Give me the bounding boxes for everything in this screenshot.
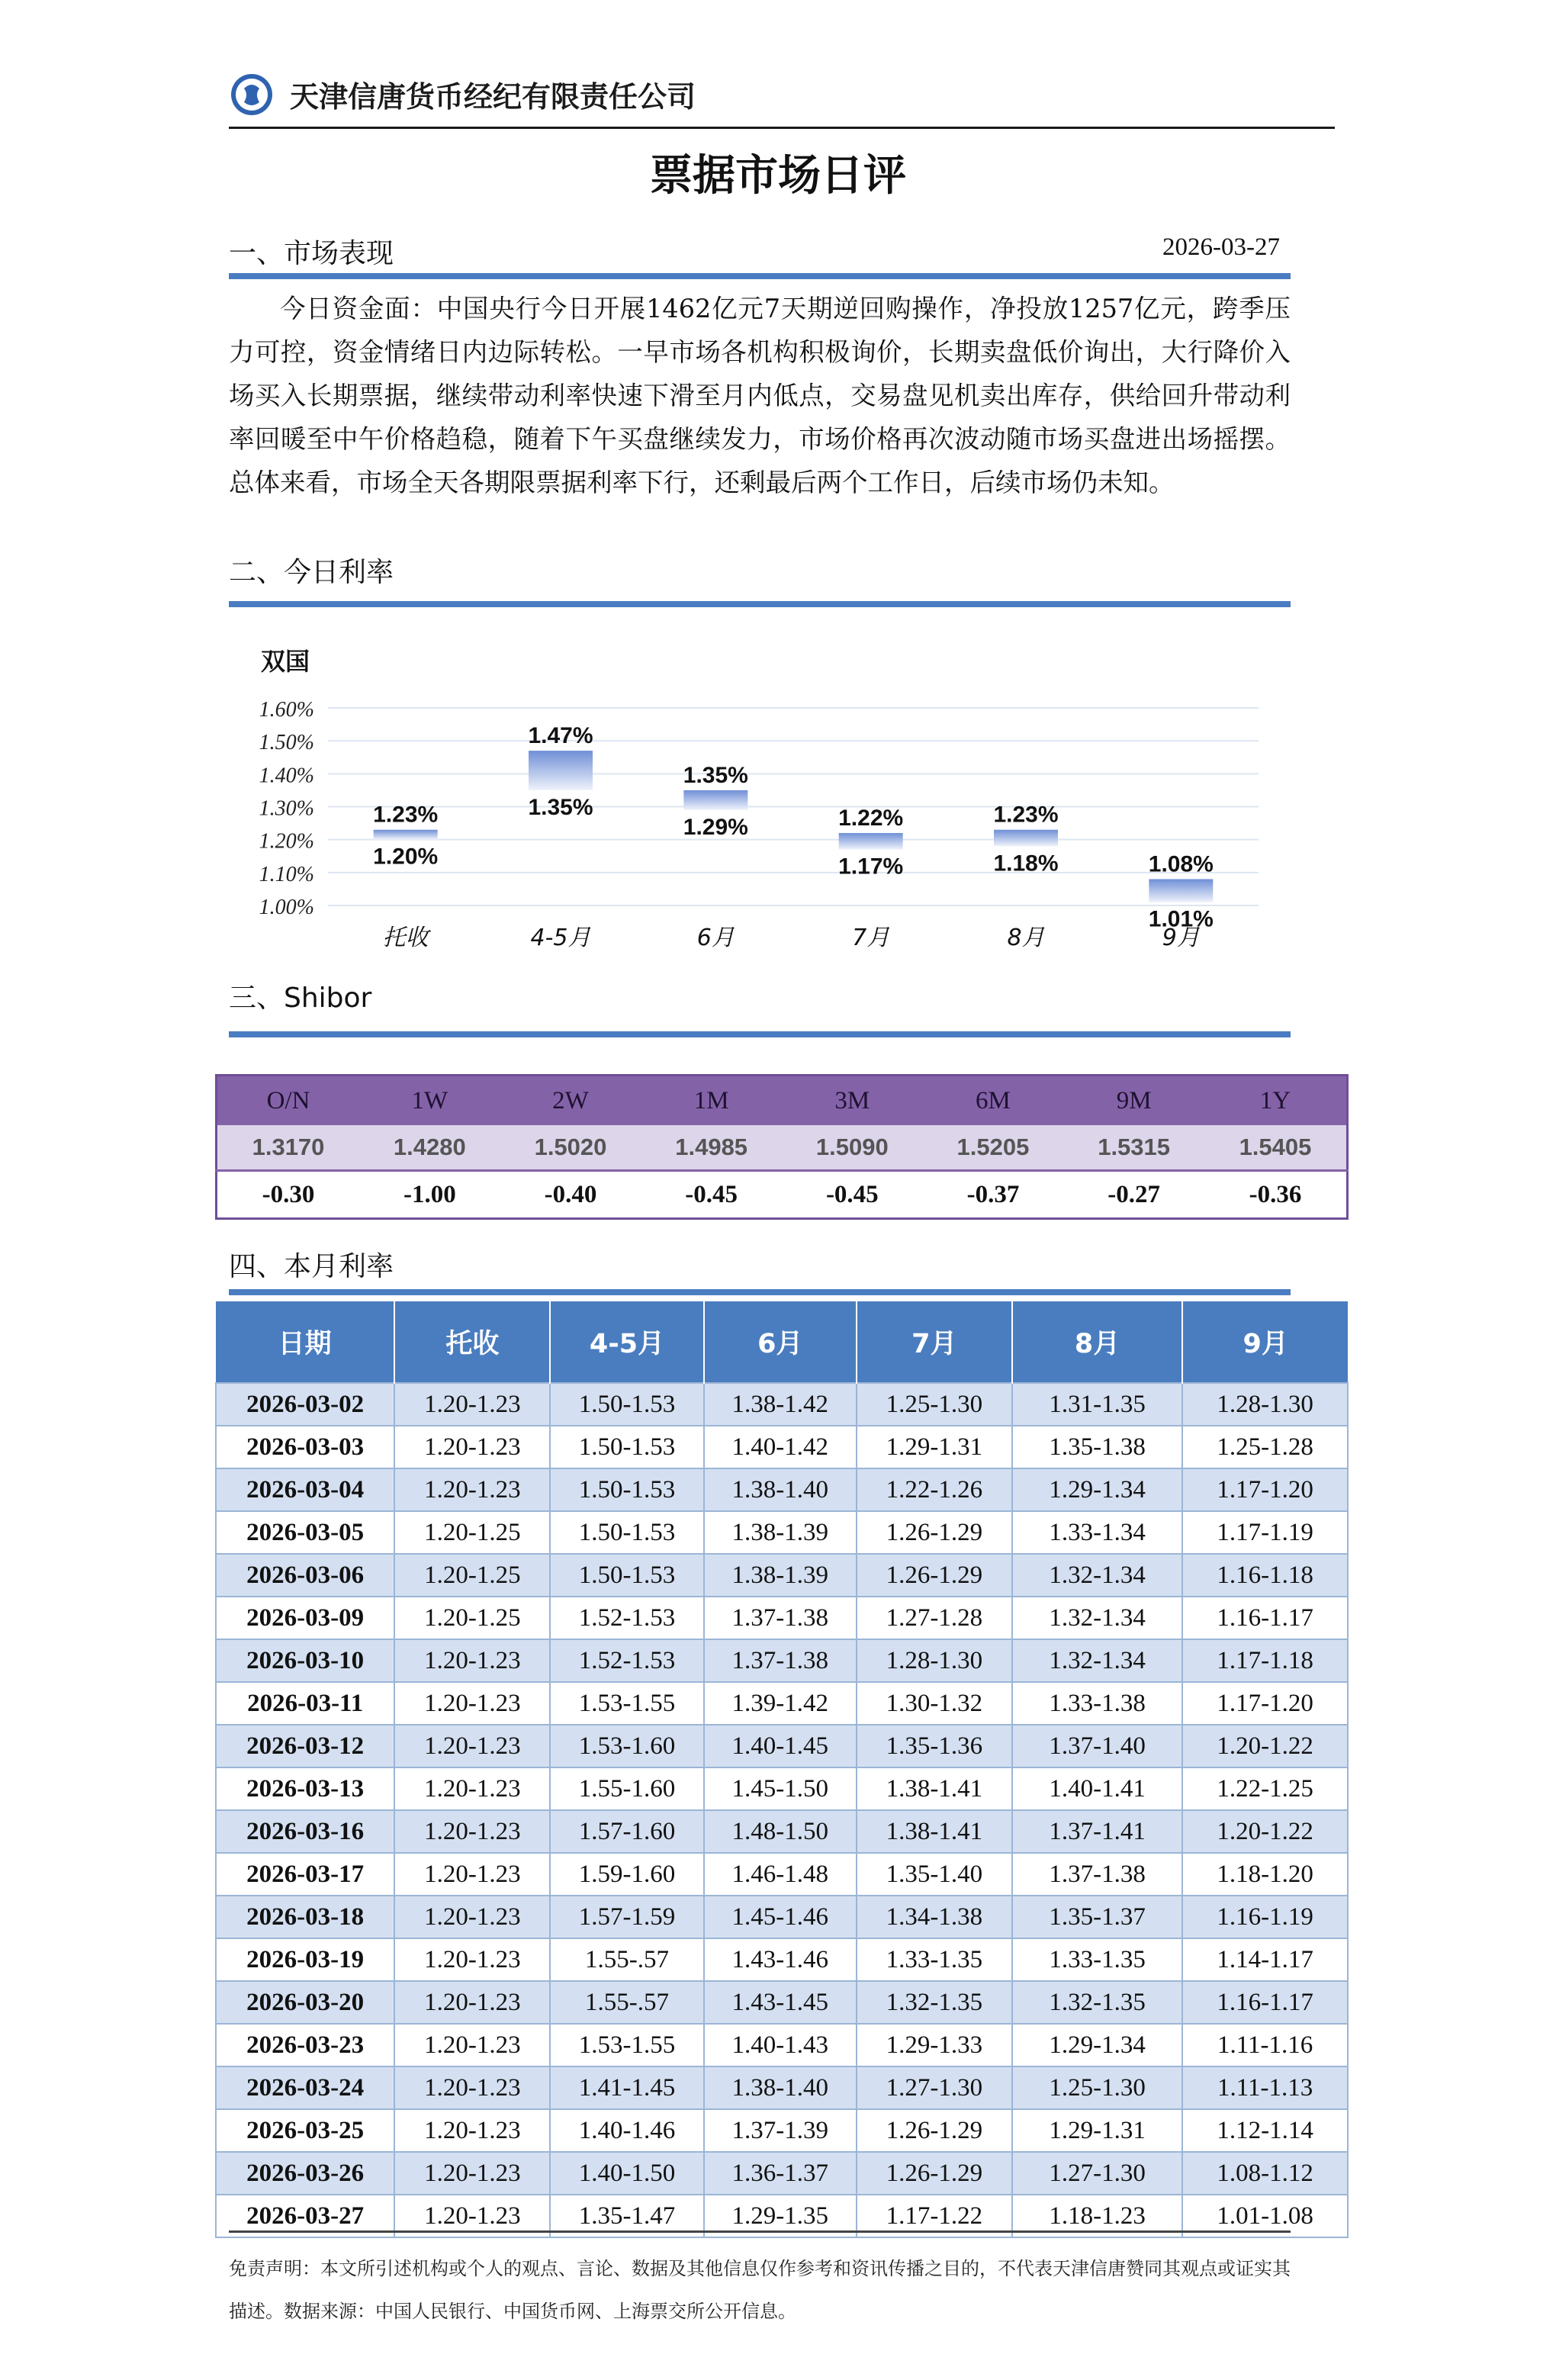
rate-range-cell: 1.20-1.23 [394, 2024, 550, 2066]
rate-range-cell: 1.28-1.30 [1182, 1383, 1348, 1426]
section-rule [229, 273, 1291, 279]
rate-range-cell: 1.32-1.35 [857, 1981, 1012, 2024]
rate-chart-svg [229, 633, 1297, 969]
rate-range-cell: 1.29-1.31 [1012, 2109, 1182, 2152]
date-cell: 2026-03-27 [216, 2195, 394, 2237]
table-row [216, 2024, 1348, 2066]
section-title-market: 一、市场表现 [229, 238, 394, 269]
rate-range-cell: 1.20-1.23 [394, 1938, 550, 1981]
rate-range-cell: 1.27-1.30 [1012, 2152, 1182, 2195]
column-header: 7月 [857, 1301, 1012, 1383]
x-category-label: 9月 [1162, 925, 1200, 951]
rate-range-cell: 1.22-1.25 [1182, 1767, 1348, 1810]
rate-range-cell: 1.57-1.59 [550, 1896, 703, 1938]
shibor-rate-value: 1.5090 [782, 1125, 923, 1171]
y-tick-label: 1.50% [259, 731, 314, 755]
rate-range-cell: 1.38-1.39 [704, 1554, 857, 1597]
rate-range-cell: 1.32-1.34 [1012, 1639, 1182, 1682]
rate-range-bar [1149, 879, 1213, 902]
rate-range-cell: 1.34-1.38 [857, 1896, 1012, 1938]
rate-range-cell: 1.20-1.23 [394, 1767, 550, 1810]
x-category-label: 7月 [852, 925, 890, 951]
date-cell: 2026-03-20 [216, 1981, 394, 2024]
rate-range-cell: 1.37-1.38 [704, 1639, 857, 1682]
date-cell: 2026-03-11 [216, 1682, 394, 1725]
column-header: 日期 [216, 1301, 394, 1383]
rate-range-cell: 1.37-1.41 [1012, 1810, 1182, 1853]
rate-range-cell: 1.48-1.50 [704, 1810, 857, 1853]
rate-range-cell: 1.50-1.53 [550, 1554, 703, 1597]
column-header: 托收 [394, 1301, 550, 1383]
date-cell: 2026-03-26 [216, 2152, 394, 2195]
shibor-term-header: 3M [782, 1076, 923, 1126]
market-commentary: 今日资金面：中国央行今日开展1462亿元7天期逆回购操作，净投放1257亿元，跨季压力可控，资金情绪日内边际转松。一早市场各机构积极询价，长期卖盘低价询出，大行降价入场买入长期票据，继续带动利率快速下滑至月内低点，交易盘见机卖出库存，供给回升带动利率回暖至中午价格趋稳，随着下午买盘继续发力，市场价格再次波动随市场买盘进出场摇摆。总体来看，市场全天各期限票据利率下行，还剩最后两个工作日，后续市场仍未知。 [229, 294, 1291, 497]
table-row [216, 1468, 1348, 1511]
rate-range-cell: 1.53-1.60 [550, 1725, 703, 1767]
date-cell: 2026-03-19 [216, 1938, 394, 1981]
column-header: 9月 [1182, 1301, 1348, 1383]
x-category-label: 6月 [696, 925, 735, 951]
shibor-change-value: -0.40 [500, 1171, 641, 1219]
shibor-rate-value: 1.4280 [359, 1125, 500, 1171]
rate-range-cell: 1.25-1.28 [1182, 1426, 1348, 1468]
rate-range-bar [994, 830, 1058, 847]
high-value-label: 1.23% [373, 802, 439, 828]
rate-range-cell: 1.29-1.34 [1012, 1468, 1182, 1511]
rate-range-cell: 1.37-1.38 [1012, 1853, 1182, 1896]
rate-range-cell: 1.20-1.22 [1182, 1810, 1348, 1853]
rate-range-cell: 1.20-1.23 [394, 1725, 550, 1767]
rate-range-cell: 1.38-1.41 [857, 1810, 1012, 1853]
rate-range-cell: 1.16-1.18 [1182, 1554, 1348, 1597]
rate-range-cell: 1.39-1.42 [704, 1682, 857, 1725]
shibor-rate-value: 1.5020 [500, 1125, 641, 1171]
shibor-change-value: -0.30 [217, 1171, 360, 1219]
rate-range-cell: 1.17-1.18 [1182, 1639, 1348, 1682]
rate-range-cell: 1.37-1.38 [704, 1597, 857, 1639]
date-cell: 2026-03-12 [216, 1725, 394, 1767]
rate-range-bar [839, 833, 903, 850]
date-cell: 2026-03-03 [216, 1426, 394, 1468]
shibor-table [215, 1074, 1349, 1220]
y-tick-label: 1.40% [259, 764, 314, 788]
low-value-label: 1.20% [373, 844, 439, 870]
shibor-rate-value: 1.5315 [1063, 1125, 1204, 1171]
table-row [216, 1682, 1348, 1725]
page-header [229, 67, 1335, 128]
rate-range-cell: 1.22-1.26 [857, 1468, 1012, 1511]
date-cell: 2026-03-04 [216, 1468, 394, 1511]
shibor-term-header: O/N [217, 1076, 360, 1126]
rate-range-cell: 1.11-1.13 [1182, 2066, 1348, 2109]
rate-range-cell: 1.40-1.42 [704, 1426, 857, 1468]
shibor-rate-value: 1.5205 [923, 1125, 1064, 1171]
shibor-rate-value: 1.5405 [1204, 1125, 1348, 1171]
rate-range-cell: 1.35-1.40 [857, 1853, 1012, 1896]
rate-range-cell: 1.31-1.35 [1012, 1383, 1182, 1426]
rate-range-cell: 1.20-1.23 [394, 1896, 550, 1938]
table-row [216, 1853, 1348, 1896]
section-rule [229, 601, 1291, 607]
low-value-label: 1.17% [838, 854, 904, 880]
date-cell: 2026-03-06 [216, 1554, 394, 1597]
rate-range-cell: 1.12-1.14 [1182, 2109, 1348, 2152]
report-date: 2026-03-27 [1162, 233, 1280, 261]
table-row [216, 1511, 1348, 1554]
rate-range-cell: 1.20-1.23 [394, 2152, 550, 2195]
rate-range-cell: 1.57-1.60 [550, 1810, 703, 1853]
rate-range-cell: 1.38-1.40 [704, 1468, 857, 1511]
rate-range-cell: 1.20-1.25 [394, 1511, 550, 1554]
rate-range-cell: 1.33-1.38 [1012, 1682, 1182, 1725]
header-divider [229, 127, 1335, 129]
monthly-rate-table [215, 1301, 1349, 2238]
rate-range-cell: 1.50-1.53 [550, 1383, 703, 1426]
shibor-change-value: -0.45 [782, 1171, 923, 1219]
rate-range-cell: 1.17-1.20 [1182, 1682, 1348, 1725]
shibor-rate-value: 1.3170 [217, 1125, 360, 1171]
rate-range-cell: 1.20-1.23 [394, 1810, 550, 1853]
y-tick-label: 1.20% [259, 829, 314, 854]
rate-range-cell: 1.53-1.55 [550, 1682, 703, 1725]
rate-range-cell: 1.20-1.23 [394, 2195, 550, 2237]
rate-range-cell: 1.11-1.16 [1182, 2024, 1348, 2066]
rate-range-cell: 1.50-1.53 [550, 1511, 703, 1554]
column-header: 8月 [1012, 1301, 1182, 1383]
rate-range-cell: 1.25-1.30 [857, 1383, 1012, 1426]
table-row [216, 1981, 1348, 2024]
rate-range-cell: 1.38-1.42 [704, 1383, 857, 1426]
rate-range-cell: 1.28-1.30 [857, 1639, 1012, 1682]
rate-range-cell: 1.29-1.35 [704, 2195, 857, 2237]
rate-range-cell: 1.20-1.23 [394, 1383, 550, 1426]
rate-range-cell: 1.20-1.23 [394, 1426, 550, 1468]
rate-range-cell: 1.20-1.23 [394, 1468, 550, 1511]
rate-range-cell: 1.38-1.41 [857, 1767, 1012, 1810]
rate-range-cell: 1.43-1.46 [704, 1938, 857, 1981]
high-value-label: 1.22% [838, 806, 904, 831]
section-rule [229, 1031, 1291, 1037]
company-logo-icon [229, 72, 275, 117]
rate-range-bar [374, 830, 438, 840]
x-category-label: 4-5月 [530, 925, 591, 951]
rate-range-cell: 1.45-1.46 [704, 1896, 857, 1938]
rate-range-cell: 1.35-1.47 [550, 2195, 703, 2237]
chart-title: 双国 [261, 647, 310, 676]
rate-range-cell: 1.26-1.29 [857, 1554, 1012, 1597]
rate-range-cell: 1.55-.57 [550, 1938, 703, 1981]
page-title: 票据市场日评 [650, 151, 906, 201]
rate-range-cell: 1.08-1.12 [1182, 2152, 1348, 2195]
section-title-rates: 二、今日利率 [229, 557, 394, 588]
high-value-label: 1.35% [683, 762, 748, 788]
rate-range-cell: 1.20-1.22 [1182, 1725, 1348, 1767]
rate-range-cell: 1.50-1.53 [550, 1426, 703, 1468]
rate-range-cell: 1.52-1.53 [550, 1597, 703, 1639]
rate-range-cell: 1.27-1.28 [857, 1597, 1012, 1639]
rate-range-cell: 1.32-1.34 [1012, 1597, 1182, 1639]
table-row [216, 1639, 1348, 1682]
section-title-shibor: 三、Shibor [229, 983, 372, 1014]
column-header: 4-5月 [550, 1301, 703, 1383]
rate-range-cell: 1.20-1.23 [394, 1682, 550, 1725]
table-row [216, 1767, 1348, 1810]
shibor-change-value: -0.45 [641, 1171, 782, 1219]
shibor-term-header: 1Y [1204, 1076, 1348, 1126]
date-cell: 2026-03-23 [216, 2024, 394, 2066]
x-category-label: 8月 [1007, 925, 1045, 951]
rate-range-cell: 1.40-1.50 [550, 2152, 703, 2195]
low-value-label: 1.18% [993, 851, 1059, 876]
rate-range-cell: 1.29-1.33 [857, 2024, 1012, 2066]
column-header: 6月 [704, 1301, 857, 1383]
rate-range-cell: 1.36-1.37 [704, 2152, 857, 2195]
date-cell: 2026-03-13 [216, 1767, 394, 1810]
low-value-label: 1.35% [528, 794, 593, 820]
high-value-label: 1.08% [1148, 851, 1214, 877]
rate-range-cell: 1.16-1.19 [1182, 1896, 1348, 1938]
rate-range-cell: 1.29-1.31 [857, 1426, 1012, 1468]
shibor-change-value: -0.27 [1063, 1171, 1204, 1219]
disclaimer: 免责声明：本文所引述机构或个人的观点、言论、数据及其他信息仅作参考和资讯传播之目的，不代表天津信唐赞同其观点或证实其描述。数据来源：中国人民银行、中国货币网、上海票交所公开信息。 [229, 2258, 1291, 2322]
rate-range-cell: 1.43-1.45 [704, 1981, 857, 2024]
rate-range-cell: 1.20-1.23 [394, 1853, 550, 1896]
rate-range-cell: 1.38-1.39 [704, 1511, 857, 1554]
table-row [216, 2066, 1348, 2109]
company-name: 天津信唐货币经纪有限责任公司 [290, 80, 696, 114]
shibor-term-header: 1M [641, 1076, 782, 1126]
rate-range-cell: 1.45-1.50 [704, 1767, 857, 1810]
rate-range-cell: 1.20-1.23 [394, 1981, 550, 2024]
high-value-label: 1.47% [528, 723, 593, 749]
rate-range-cell: 1.50-1.53 [550, 1468, 703, 1511]
table-row [216, 1938, 1348, 1981]
table-row [216, 1383, 1348, 1426]
rate-range-cell: 1.59-1.60 [550, 1853, 703, 1896]
shibor-change-value: -1.00 [359, 1171, 500, 1219]
rate-range-cell: 1.26-1.29 [857, 2109, 1012, 2152]
rate-range-cell: 1.16-1.17 [1182, 1981, 1348, 2024]
rate-range-cell: 1.40-1.45 [704, 1725, 857, 1767]
rate-range-cell: 1.40-1.43 [704, 2024, 857, 2066]
rate-range-cell: 1.33-1.35 [1012, 1938, 1182, 1981]
date-cell: 2026-03-09 [216, 1597, 394, 1639]
y-tick-label: 1.30% [259, 796, 314, 821]
rate-range-cell: 1.33-1.34 [1012, 1511, 1182, 1554]
rate-range-cell: 1.26-1.29 [857, 1511, 1012, 1554]
rate-range-cell: 1.32-1.35 [1012, 1981, 1182, 2024]
low-value-label: 1.01% [1148, 906, 1214, 932]
shibor-term-header: 1W [359, 1076, 500, 1126]
section-rule [229, 1289, 1291, 1295]
shibor-term-header: 6M [923, 1076, 1064, 1126]
x-category-label: 托收 [382, 925, 429, 951]
table-row [216, 2109, 1348, 2152]
rate-range-cell: 1.38-1.40 [704, 2066, 857, 2109]
table-row [216, 1426, 1348, 1468]
date-cell: 2026-03-02 [216, 1383, 394, 1426]
rate-range-cell: 1.35-1.37 [1012, 1896, 1182, 1938]
rate-chart [229, 633, 1297, 969]
rate-range-cell: 1.27-1.30 [857, 2066, 1012, 2109]
rate-range-cell: 1.40-1.46 [550, 2109, 703, 2152]
shibor-term-header: 9M [1063, 1076, 1204, 1126]
rate-range-cell: 1.20-1.23 [394, 1639, 550, 1682]
rate-range-cell: 1.20-1.25 [394, 1597, 550, 1639]
rate-range-cell: 1.55-.57 [550, 1981, 703, 2024]
rate-range-cell: 1.33-1.35 [857, 1938, 1012, 1981]
low-value-label: 1.29% [683, 814, 748, 840]
rate-range-cell: 1.55-1.60 [550, 1767, 703, 1810]
rate-range-cell: 1.16-1.17 [1182, 1597, 1348, 1639]
rate-range-bar [683, 790, 747, 810]
rate-range-cell: 1.17-1.22 [857, 2195, 1012, 2237]
rate-range-cell: 1.18-1.20 [1182, 1853, 1348, 1896]
table-row [216, 1810, 1348, 1853]
rate-range-bar [529, 751, 593, 790]
date-cell: 2026-03-24 [216, 2066, 394, 2109]
rate-range-cell: 1.18-1.23 [1012, 2195, 1182, 2237]
section-title-monthly: 四、本月利率 [229, 1251, 394, 1282]
date-cell: 2026-03-16 [216, 1810, 394, 1853]
y-tick-label: 1.10% [259, 862, 314, 886]
rate-range-cell: 1.46-1.48 [704, 1853, 857, 1896]
rate-range-cell: 1.20-1.25 [394, 1554, 550, 1597]
date-cell: 2026-03-10 [216, 1639, 394, 1682]
table-row [216, 1597, 1348, 1639]
rate-range-cell: 1.25-1.30 [1012, 2066, 1182, 2109]
table-row [216, 1554, 1348, 1597]
rate-range-cell: 1.01-1.08 [1182, 2195, 1348, 2237]
rate-range-cell: 1.35-1.36 [857, 1725, 1012, 1767]
y-tick-label: 1.60% [259, 698, 314, 722]
table-row [216, 1896, 1348, 1938]
date-cell: 2026-03-17 [216, 1853, 394, 1896]
y-tick-label: 1.00% [259, 896, 314, 919]
rate-range-cell: 1.40-1.41 [1012, 1767, 1182, 1810]
rate-range-cell: 1.20-1.23 [394, 2109, 550, 2152]
shibor-change-value: -0.37 [923, 1171, 1064, 1219]
rate-range-cell: 1.37-1.39 [704, 2109, 857, 2152]
table-row [216, 2152, 1348, 2195]
table-row [216, 1725, 1348, 1767]
rate-range-cell: 1.32-1.34 [1012, 1554, 1182, 1597]
date-cell: 2026-03-05 [216, 1511, 394, 1554]
rate-range-cell: 1.17-1.20 [1182, 1468, 1348, 1511]
rate-range-cell: 1.41-1.45 [550, 2066, 703, 2109]
rate-range-cell: 1.20-1.23 [394, 2066, 550, 2109]
rate-range-cell: 1.52-1.53 [550, 1639, 703, 1682]
rate-range-cell: 1.35-1.38 [1012, 1426, 1182, 1468]
high-value-label: 1.23% [993, 802, 1059, 828]
rate-range-cell: 1.29-1.34 [1012, 2024, 1182, 2066]
rate-range-cell: 1.37-1.40 [1012, 1725, 1182, 1767]
rate-range-cell: 1.30-1.32 [857, 1682, 1012, 1725]
rate-range-cell: 1.53-1.55 [550, 2024, 703, 2066]
footer-divider [229, 2230, 1291, 2233]
shibor-term-header: 2W [500, 1076, 641, 1126]
rate-range-cell: 1.17-1.19 [1182, 1511, 1348, 1554]
rate-range-cell: 1.14-1.17 [1182, 1938, 1348, 1981]
shibor-change-value: -0.36 [1204, 1171, 1348, 1219]
date-cell: 2026-03-25 [216, 2109, 394, 2152]
rate-range-cell: 1.26-1.29 [857, 2152, 1012, 2195]
date-cell: 2026-03-18 [216, 1896, 394, 1938]
shibor-rate-value: 1.4985 [641, 1125, 782, 1171]
